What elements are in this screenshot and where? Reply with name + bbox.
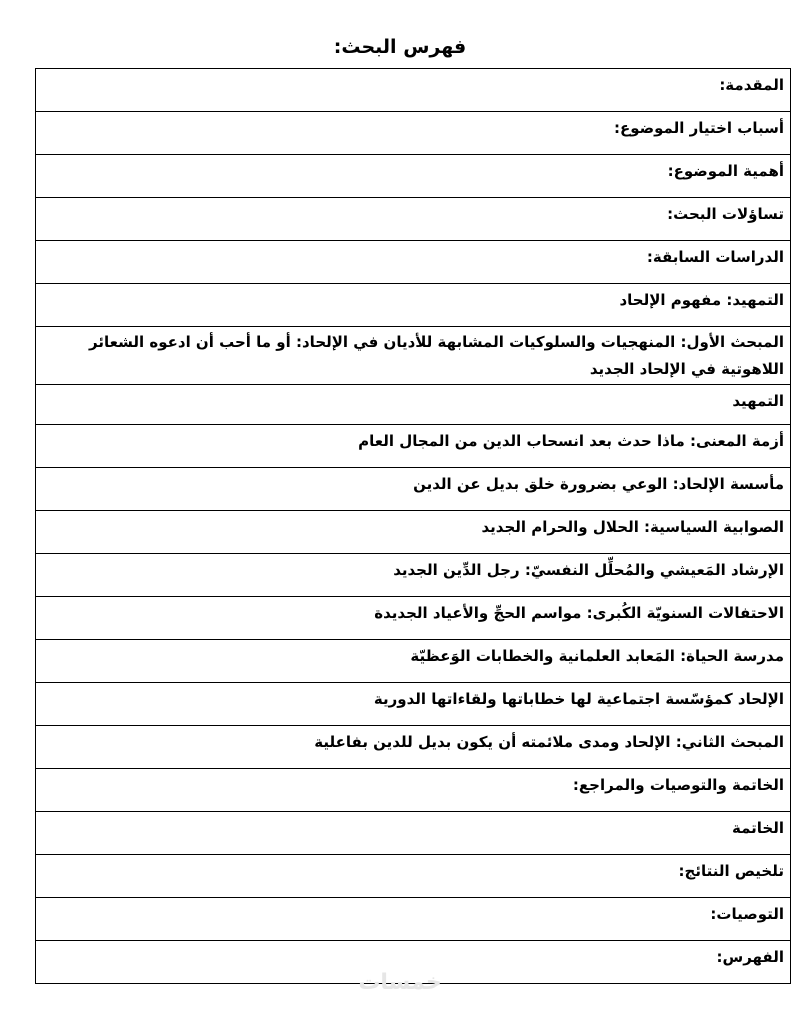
table-row	[36, 327, 791, 385]
toc-entry: أسباب اختيار الموضوع:	[36, 112, 791, 155]
table-row	[36, 898, 791, 941]
toc-entry: أزمة المعنى: ماذا حدث بعد انسحاب الدين من المجال العام	[36, 425, 791, 468]
watermark: خمسات	[358, 970, 442, 995]
page-title: فهرس البحث:	[333, 36, 467, 58]
toc-entry: التمهيد	[36, 385, 791, 425]
table-row	[36, 155, 791, 198]
table-row	[36, 112, 791, 155]
toc-entry: المبحث الأول: المنهجيات والسلوكيات المشابهة للأديان في الإلحاد: أو ما أحب أن ادعوه الشعائر اللاهوتية في الإلحاد الجديد	[36, 327, 791, 385]
toc-entry: المقدمة:	[36, 69, 791, 112]
table-row	[36, 855, 791, 898]
toc-entry: الاحتفالات السنويّة الكُبرى: مواسم الحجِّ والأعياد الجديدة	[36, 597, 791, 640]
toc-entry: الإلحاد كمؤسّسة اجتماعية لها خطاباتها ولقاءاتها الدورية	[36, 683, 791, 726]
table-row	[36, 425, 791, 468]
toc-entry: الخاتمة والتوصيات والمراجع:	[36, 769, 791, 812]
toc-entry: المبحث الثاني: الإلحاد ومدى ملائمته أن يكون بديل للدين بفاعلية	[36, 726, 791, 769]
table-row	[36, 554, 791, 597]
table-row	[36, 726, 791, 769]
table-row	[36, 69, 791, 112]
table-row	[36, 597, 791, 640]
toc-entry: الدراسات السابقة:	[36, 241, 791, 284]
table-row	[36, 683, 791, 726]
toc-entry: الخاتمة	[36, 812, 791, 855]
toc-entry: تساؤلات البحث:	[36, 198, 791, 241]
toc-entry: الإرشاد المَعيشي والمُحلِّل النفسيّ: رجل الدِّين الجديد	[36, 554, 791, 597]
table-row	[36, 284, 791, 327]
table-row	[36, 511, 791, 554]
toc-entry: التوصيات:	[36, 898, 791, 941]
toc-entry: الصوابية السياسية: الحلال والحرام الجديد	[36, 511, 791, 554]
table-row	[36, 198, 791, 241]
table-row	[36, 812, 791, 855]
toc-entry: مدرسة الحياة: المَعابد العلمانية والخطابات الوَعظيّة	[36, 640, 791, 683]
toc-entry: تلخيص النتائج:	[36, 855, 791, 898]
table-row	[36, 468, 791, 511]
table-row	[36, 640, 791, 683]
table-row	[36, 769, 791, 812]
toc-entry: التمهيد: مفهوم الإلحاد	[36, 284, 791, 327]
table-row	[36, 241, 791, 284]
toc-entry: أهمية الموضوع:	[36, 155, 791, 198]
toc-table	[35, 68, 791, 984]
toc-entry: مأسسة الإلحاد: الوعي بضرورة خلق بديل عن الدين	[36, 468, 791, 511]
toc-entry: الفهرس:	[36, 941, 791, 984]
table-row	[36, 385, 791, 425]
